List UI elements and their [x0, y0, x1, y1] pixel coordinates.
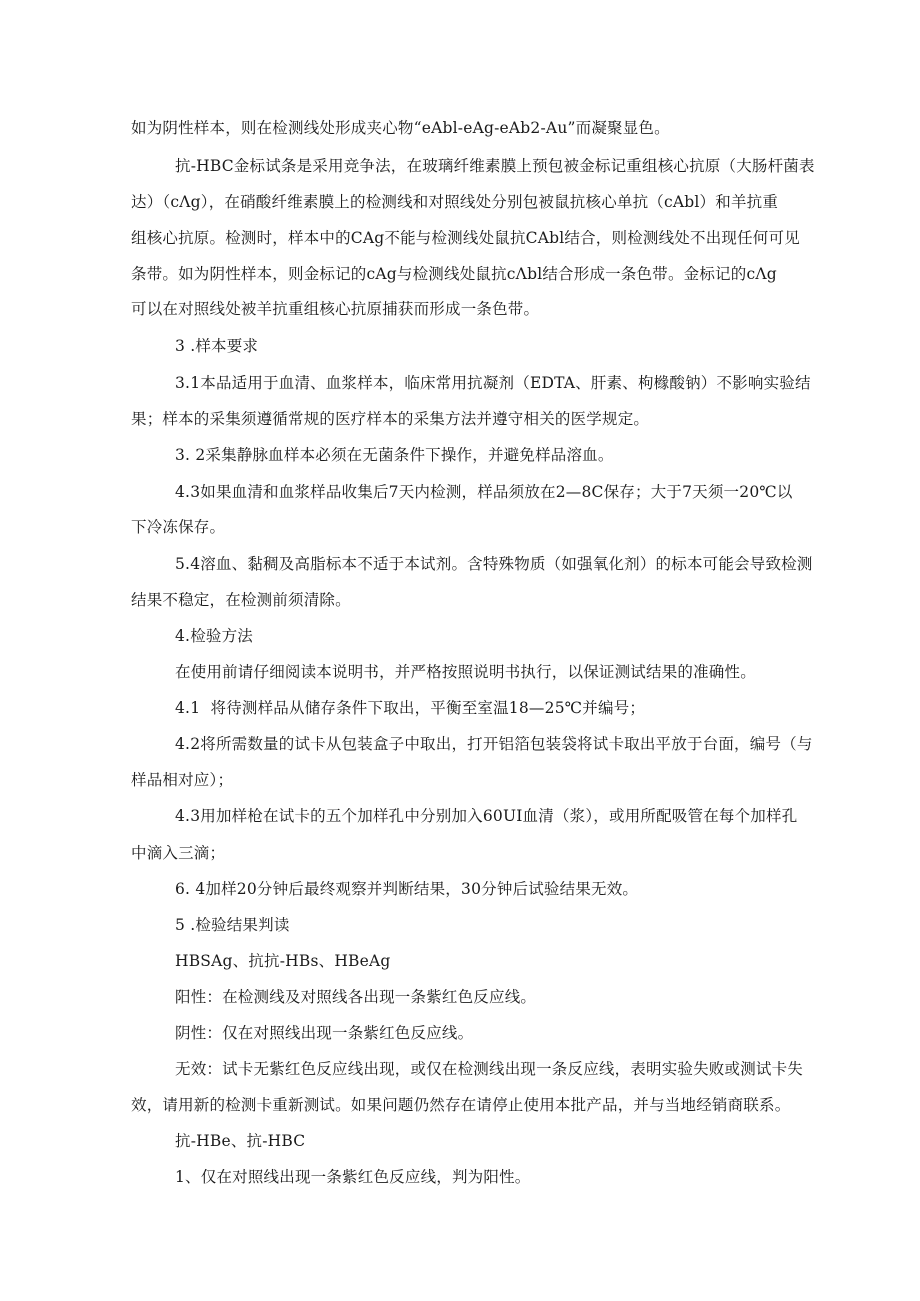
paragraph-line: 条带。如为阴性样本，则金标记的cAg与检测线处鼠抗cΛbl结合形成一条色带。金标记的cΛg: [131, 265, 777, 283]
section-heading: 3 .样本要求: [175, 337, 259, 355]
paragraph-line: 4.1 将待测样品从储存条件下取出，平衡至室温18—25℃并编号；: [175, 699, 646, 717]
paragraph-line: 下冷冻保存。: [131, 518, 226, 536]
paragraph-line: 4.3用加样枪在试卡的五个加样孔中分别加入60UI血清（浆），或用所配吸管在每个加样孔: [175, 807, 798, 825]
paragraph-line: 阳性：在检测线及对照线各出现一条紫红色反应线。: [175, 988, 537, 1006]
paragraph-line: 3. 2采集静脉血样本必须在无菌条件下操作，并避免样品溶血。: [175, 446, 614, 464]
paragraph-line: 3.1本品适用于血清、血浆样本，临床常用抗凝剂（EDTA、肝素、枸橼酸钠）不影响实验结: [175, 374, 811, 392]
paragraph-line: 样品相对应）；: [131, 771, 234, 789]
paragraph-line: 在使用前请仔细阅读本说明书，并严格按照说明书执行，以保证测试结果的准确性。: [175, 663, 756, 681]
paragraph-line: 5.4溶血、黏稠及高脂标本不适于本试剂。含特殊物质（如强氧化剂）的标本可能会导致检测: [175, 555, 813, 573]
paragraph-line: 组核心抗原。检测时，样本中的CAg不能与检测线处鼠抗CAbl结合，则检测线处不出现任何可见: [131, 229, 800, 247]
paragraph-line: 可以在对照线处被羊抗重组核心抗原捕获而形成一条色带。: [131, 300, 540, 318]
paragraph-line: 6. 4加样20分钟后最终观察并判断结果，30分钟后试验结果无效。: [175, 880, 639, 898]
paragraph-line: 中滴入三滴；: [131, 844, 226, 862]
paragraph-line: 1、仅在对照线出现一条紫红色反应线，判为阳性。: [175, 1168, 531, 1186]
paragraph-line: 4.2将所需数量的试卡从包装盒子中取出，打开铝箔包装袋将试卡取出平放于台面，编号（与: [175, 735, 813, 753]
paragraph-line: 如为阴性样本，则在检测线处形成夹心物“eAbl-eAg-eAb2-Au”而凝聚显色。: [131, 119, 670, 137]
subheading: HBSAg、抗抗-HBs、HBeAg: [175, 952, 391, 970]
paragraph-line: 达）（cΛg），在硝酸纤维素膜上的检测线和对照线处分别包被鼠抗核心单抗（cAbl）和羊抗重: [131, 193, 779, 211]
paragraph-line: 4.3如果血清和血浆样品收集后7天内检测，样品须放在2—8C保存；大于7天须一20℃以: [175, 483, 793, 501]
section-heading: 5 .检验结果判读: [175, 916, 290, 934]
paragraph-line: 效，请用新的检测卡重新测试。如果问题仍然存在请停止使用本批产品，并与当地经销商联系。: [131, 1096, 791, 1114]
paragraph-line: 抗-HBC金标试条是采用竞争法，在玻璃纤维素膜上预包被金标记重组核心抗原（大肠杆菌表: [175, 157, 815, 175]
paragraph-line: 果；样本的采集须遵循常规的医疗样本的采集方法并遵守相关的医学规定。: [131, 410, 650, 428]
paragraph-line: 阴性：仅在对照线出现一条紫红色反应线。: [175, 1024, 474, 1042]
paragraph-line: 无效：试卡无紫红色反应线出现，或仅在检测线出现一条反应线，表明实验失败或测试卡失: [175, 1060, 804, 1078]
paragraph-line: 结果不稳定，在检测前须清除。: [131, 591, 351, 609]
section-heading: 4.检验方法: [175, 627, 253, 645]
subheading: 抗-HBe、抗-HBC: [175, 1132, 306, 1150]
